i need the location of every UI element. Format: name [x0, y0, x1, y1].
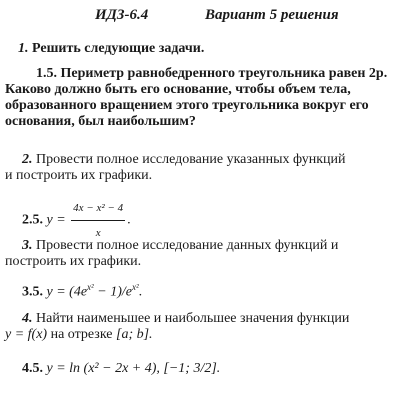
problem-3-5-formula-a: y = (4e — [46, 284, 88, 300]
problem-2-5-number: 2.5. — [22, 212, 43, 228]
problem-1-5-line-4: основания, был наибольшим? — [5, 114, 196, 129]
problem-3-5-tail: . — [138, 284, 143, 300]
task-4-number: 4. — [22, 311, 33, 326]
problem-1-5-line-2: Каково должно быть его основание, чтобы объем тела, — [5, 82, 351, 97]
variant-title: Вариант 5 решения — [205, 7, 339, 23]
task-4-line-1 — [22, 311, 349, 327]
problem-3-5-number: 3.5. — [22, 284, 43, 300]
task-3-line-1 — [22, 238, 338, 254]
task-4-text-1: Найти наименьшее и наибольшее значения функции — [36, 311, 350, 326]
task-2-text-1: Провести полное исследование указанных функций — [36, 152, 346, 167]
problem-3-5-exponent-a: x² — [87, 282, 94, 292]
problem-3-5-exponent-b: x² — [131, 282, 139, 292]
assignment-code: ИДЗ-6.4 — [95, 7, 149, 23]
problem-2-5-fraction — [71, 197, 125, 244]
task-1-number: 1. — [18, 41, 29, 56]
problem-2-5-tail: . — [127, 212, 131, 228]
problem-2-5 — [22, 197, 131, 244]
task-3-text-1: Провести полное исследование данных функций и — [36, 238, 339, 253]
problem-1-5-line-3: образованного вращением этого треугольника вокруг его — [5, 98, 369, 113]
problem-1-5-line-1 — [36, 66, 387, 82]
problem-3-5-formula-b: − 1)/e — [93, 284, 132, 300]
problem-4-5 — [22, 361, 220, 377]
task-3-number: 3. — [22, 238, 33, 253]
problem-2-5-denominator: x — [95, 227, 101, 239]
task-4-line-2 — [5, 327, 153, 343]
document-header — [0, 7, 400, 27]
problem-3-5 — [22, 279, 142, 301]
problem-2-5-numerator: 4x − x² − 4 — [71, 197, 125, 221]
problem-1-5-number: 1.5. — [36, 66, 57, 81]
task-4-function: y = f(x) — [5, 327, 48, 342]
problem-4-5-number: 4.5. — [22, 361, 43, 376]
task-2-line-1 — [22, 152, 346, 168]
problem-2-5-lhs: y = — [46, 212, 66, 228]
problem-1-5-text-1: Периметр равнобедренного треугольника равен 2p. — [60, 66, 388, 81]
task-1-text: Решить следующие задачи. — [32, 41, 205, 56]
task-1-heading — [18, 41, 204, 57]
problem-4-5-formula: y = ln (x² − 2x + 4), [−1; 3/2]. — [46, 361, 221, 376]
task-3-line-2: построить их графики. — [5, 254, 142, 269]
task-2-number: 2. — [22, 152, 33, 167]
task-2-line-2: и построить их графики. — [5, 168, 153, 183]
task-4-text-2: на отрезке — [50, 327, 113, 342]
task-4-interval: [a; b]. — [116, 327, 153, 342]
